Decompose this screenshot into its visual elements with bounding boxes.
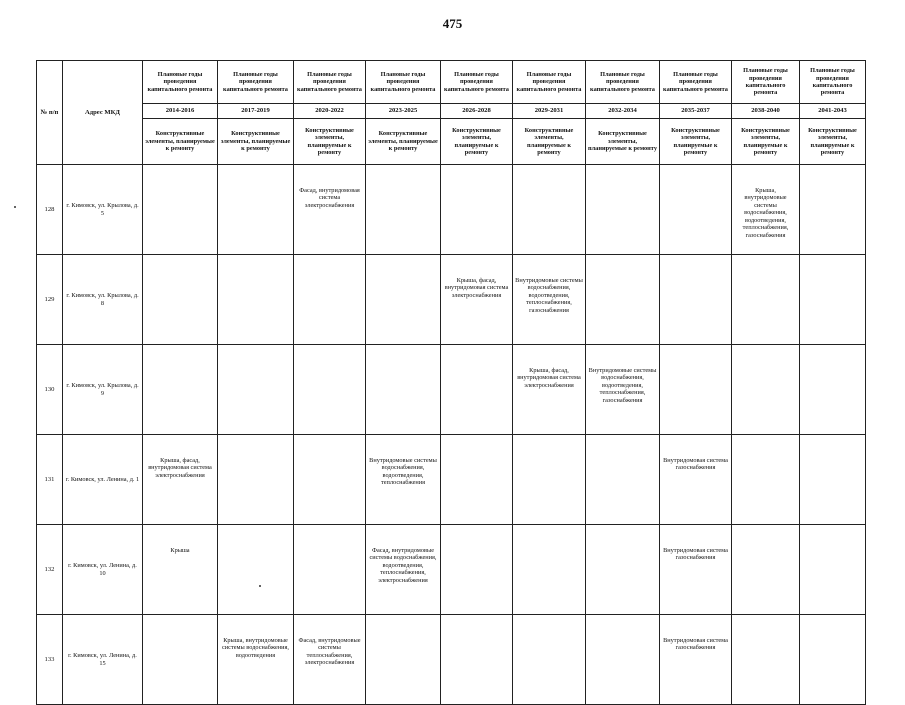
header-period-elements: Конструктивные элементы, планируемые к ремонту <box>143 119 218 165</box>
repair-elements-cell <box>660 345 732 435</box>
repair-elements-cell <box>732 615 800 705</box>
header-period-title: Плановые годы проведения капитального ремонта <box>513 61 586 104</box>
repair-elements-cell <box>513 435 586 525</box>
repair-elements-cell <box>143 345 218 435</box>
repair-elements-cell <box>732 525 800 615</box>
repair-elements-cell <box>294 435 366 525</box>
repair-elements-cell <box>800 525 866 615</box>
repair-elements-cell <box>294 255 366 345</box>
repair-elements-cell <box>732 345 800 435</box>
repair-elements-cell: Крыша, фасад, внутридомовая система электроснабжения <box>513 345 586 435</box>
repair-elements-cell <box>218 255 294 345</box>
repair-elements-cell <box>366 255 441 345</box>
header-period-years: 2032-2034 <box>586 104 660 119</box>
header-period-years: 2041-2043 <box>800 104 866 119</box>
table-row <box>37 615 866 705</box>
repair-elements-cell: Крыша, фасад, внутридомовая система электроснабжения <box>441 255 513 345</box>
row-address: г. Кимовск, ул. Крылова, д. 5 <box>63 165 143 255</box>
header-period-elements: Конструктивные элементы, планируемые к ремонту <box>218 119 294 165</box>
repair-elements-cell: Фасад, внутридомовая система электроснабжения <box>294 165 366 255</box>
header-period-elements: Конструктивные элементы, планируемые к ремонту <box>660 119 732 165</box>
header-period-years: 2017-2019 <box>218 104 294 119</box>
repair-elements-cell <box>586 615 660 705</box>
repair-elements-cell <box>586 165 660 255</box>
repair-elements-cell <box>732 435 800 525</box>
scan-speck <box>259 585 261 587</box>
repair-elements-cell: Крыша <box>143 525 218 615</box>
repair-elements-cell <box>586 525 660 615</box>
row-number: 132 <box>37 525 63 615</box>
header-period-elements: Конструктивные элементы, планируемые к ремонту <box>294 119 366 165</box>
repair-elements-cell <box>218 525 294 615</box>
repair-elements-cell: Внутридомовая система газоснабжения <box>660 615 732 705</box>
repair-elements-cell: Внутридомовые системы водоснабжения, водоотведения, теплоснабжения <box>366 435 441 525</box>
header-period-title: Плановые годы проведения капитального ремонта <box>660 61 732 104</box>
repair-elements-cell <box>732 255 800 345</box>
repair-elements-cell <box>441 435 513 525</box>
header-period-title: Плановые годы проведения капитального ремонта <box>294 61 366 104</box>
row-address: г. Кимовск, ул. Крылова, д. 8 <box>63 255 143 345</box>
row-number: 128 <box>37 165 63 255</box>
capital-repair-plan-table <box>36 60 866 705</box>
table-row <box>37 165 866 255</box>
header-period-years: 2038-2040 <box>732 104 800 119</box>
repair-elements-cell: Крыша, внутридомовые системы водоснабжения, водоотведения <box>218 615 294 705</box>
repair-elements-cell <box>441 615 513 705</box>
scan-speck <box>14 206 16 208</box>
repair-elements-cell <box>294 525 366 615</box>
row-number: 131 <box>37 435 63 525</box>
header-address: Адрес МКД <box>63 61 143 165</box>
repair-elements-cell <box>800 165 866 255</box>
repair-elements-cell <box>366 615 441 705</box>
header-period-elements: Конструктивные элементы, планируемые к ремонту <box>586 119 660 165</box>
repair-elements-cell <box>218 165 294 255</box>
header-period-years: 2023-2025 <box>366 104 441 119</box>
repair-elements-cell <box>441 165 513 255</box>
repair-elements-cell <box>800 345 866 435</box>
repair-elements-cell: Фасад, внутридомовые системы теплоснабжения, электроснабжения <box>294 615 366 705</box>
repair-elements-cell: Внутридомовая система газоснабжения <box>660 525 732 615</box>
repair-elements-cell <box>660 165 732 255</box>
header-period-years: 2014-2016 <box>143 104 218 119</box>
repair-elements-cell: Внутридомовая система газоснабжения <box>660 435 732 525</box>
repair-elements-cell <box>143 165 218 255</box>
repair-elements-cell <box>143 255 218 345</box>
row-address: г. Кимовск, ул. Крылова, д. 9 <box>63 345 143 435</box>
repair-elements-cell <box>660 255 732 345</box>
repair-elements-cell: Внутридомовые системы водоснабжения, водоотведения, теплоснабжения, газоснабжения <box>513 255 586 345</box>
page-number: 475 <box>442 16 463 31</box>
table-row <box>37 525 866 615</box>
repair-elements-cell <box>294 345 366 435</box>
header-period-title: Плановые годы проведения капитального ремонта <box>441 61 513 104</box>
repair-elements-cell <box>143 615 218 705</box>
repair-elements-cell <box>366 345 441 435</box>
header-period-elements: Конструктивные элементы, планируемые к ремонту <box>441 119 513 165</box>
repair-elements-cell <box>586 435 660 525</box>
repair-elements-cell: Внутридомовые системы водоснабжения, водоотведения, теплоснабжения, газоснабжения <box>586 345 660 435</box>
repair-elements-cell <box>441 345 513 435</box>
header-period-title: Плановые годы проведения капитального ремонта <box>143 61 218 104</box>
header-period-title: Плановые годы проведения капитального ремонта <box>586 61 660 104</box>
repair-elements-cell: Фасад, внутридомовые системы водоснабжения, водоотведения, теплоснабжения, электроснабжения <box>366 525 441 615</box>
header-period-elements: Конструктивные элементы, планируемые к ремонту <box>366 119 441 165</box>
row-address: г. Кимовск, ул. Ленина, д. 15 <box>63 615 143 705</box>
header-period-title: Плановые годы проведения капитального ремонта <box>732 61 800 104</box>
repair-elements-cell <box>218 435 294 525</box>
row-number: 130 <box>37 345 63 435</box>
row-number: 133 <box>37 615 63 705</box>
repair-elements-cell <box>513 615 586 705</box>
repair-elements-cell: Крыша, фасад, внутридомовая система электроснабжения <box>143 435 218 525</box>
header-period-title: Плановые годы проведения капитального ремонта <box>366 61 441 104</box>
header-period-elements: Конструктивные элементы, планируемые к ремонту <box>800 119 866 165</box>
header-period-years: 2029-2031 <box>513 104 586 119</box>
repair-elements-cell <box>513 525 586 615</box>
repair-elements-cell <box>800 435 866 525</box>
header-period-title: Плановые годы проведения капитального ремонта <box>800 61 866 104</box>
table-body <box>37 165 866 705</box>
repair-elements-cell <box>441 525 513 615</box>
header-period-elements: Конструктивные элементы, планируемые к ремонту <box>732 119 800 165</box>
row-address: г. Кимовск, ул. Ленина, д. 10 <box>63 525 143 615</box>
repair-elements-cell <box>366 165 441 255</box>
repair-elements-cell <box>513 165 586 255</box>
repair-elements-cell <box>218 345 294 435</box>
header-period-elements: Конструктивные элементы, планируемые к ремонту <box>513 119 586 165</box>
table-row <box>37 345 866 435</box>
repair-elements-cell <box>800 615 866 705</box>
repair-elements-cell <box>800 255 866 345</box>
table-row <box>37 255 866 345</box>
row-address: г. Кимовск, ул. Ленина, д. 1 <box>63 435 143 525</box>
header-period-years: 2020-2022 <box>294 104 366 119</box>
repair-elements-cell: Крыша, внутридомовые системы водоснабжения, водоотведения, теплоснабжения, газоснабжения <box>732 165 800 255</box>
header-num: № п/п <box>37 61 63 165</box>
row-number: 129 <box>37 255 63 345</box>
header-period-years: 2026-2028 <box>441 104 513 119</box>
header-period-years: 2035-2037 <box>660 104 732 119</box>
repair-elements-cell <box>586 255 660 345</box>
table-row <box>37 435 866 525</box>
header-period-title: Плановые годы проведения капитального ремонта <box>218 61 294 104</box>
